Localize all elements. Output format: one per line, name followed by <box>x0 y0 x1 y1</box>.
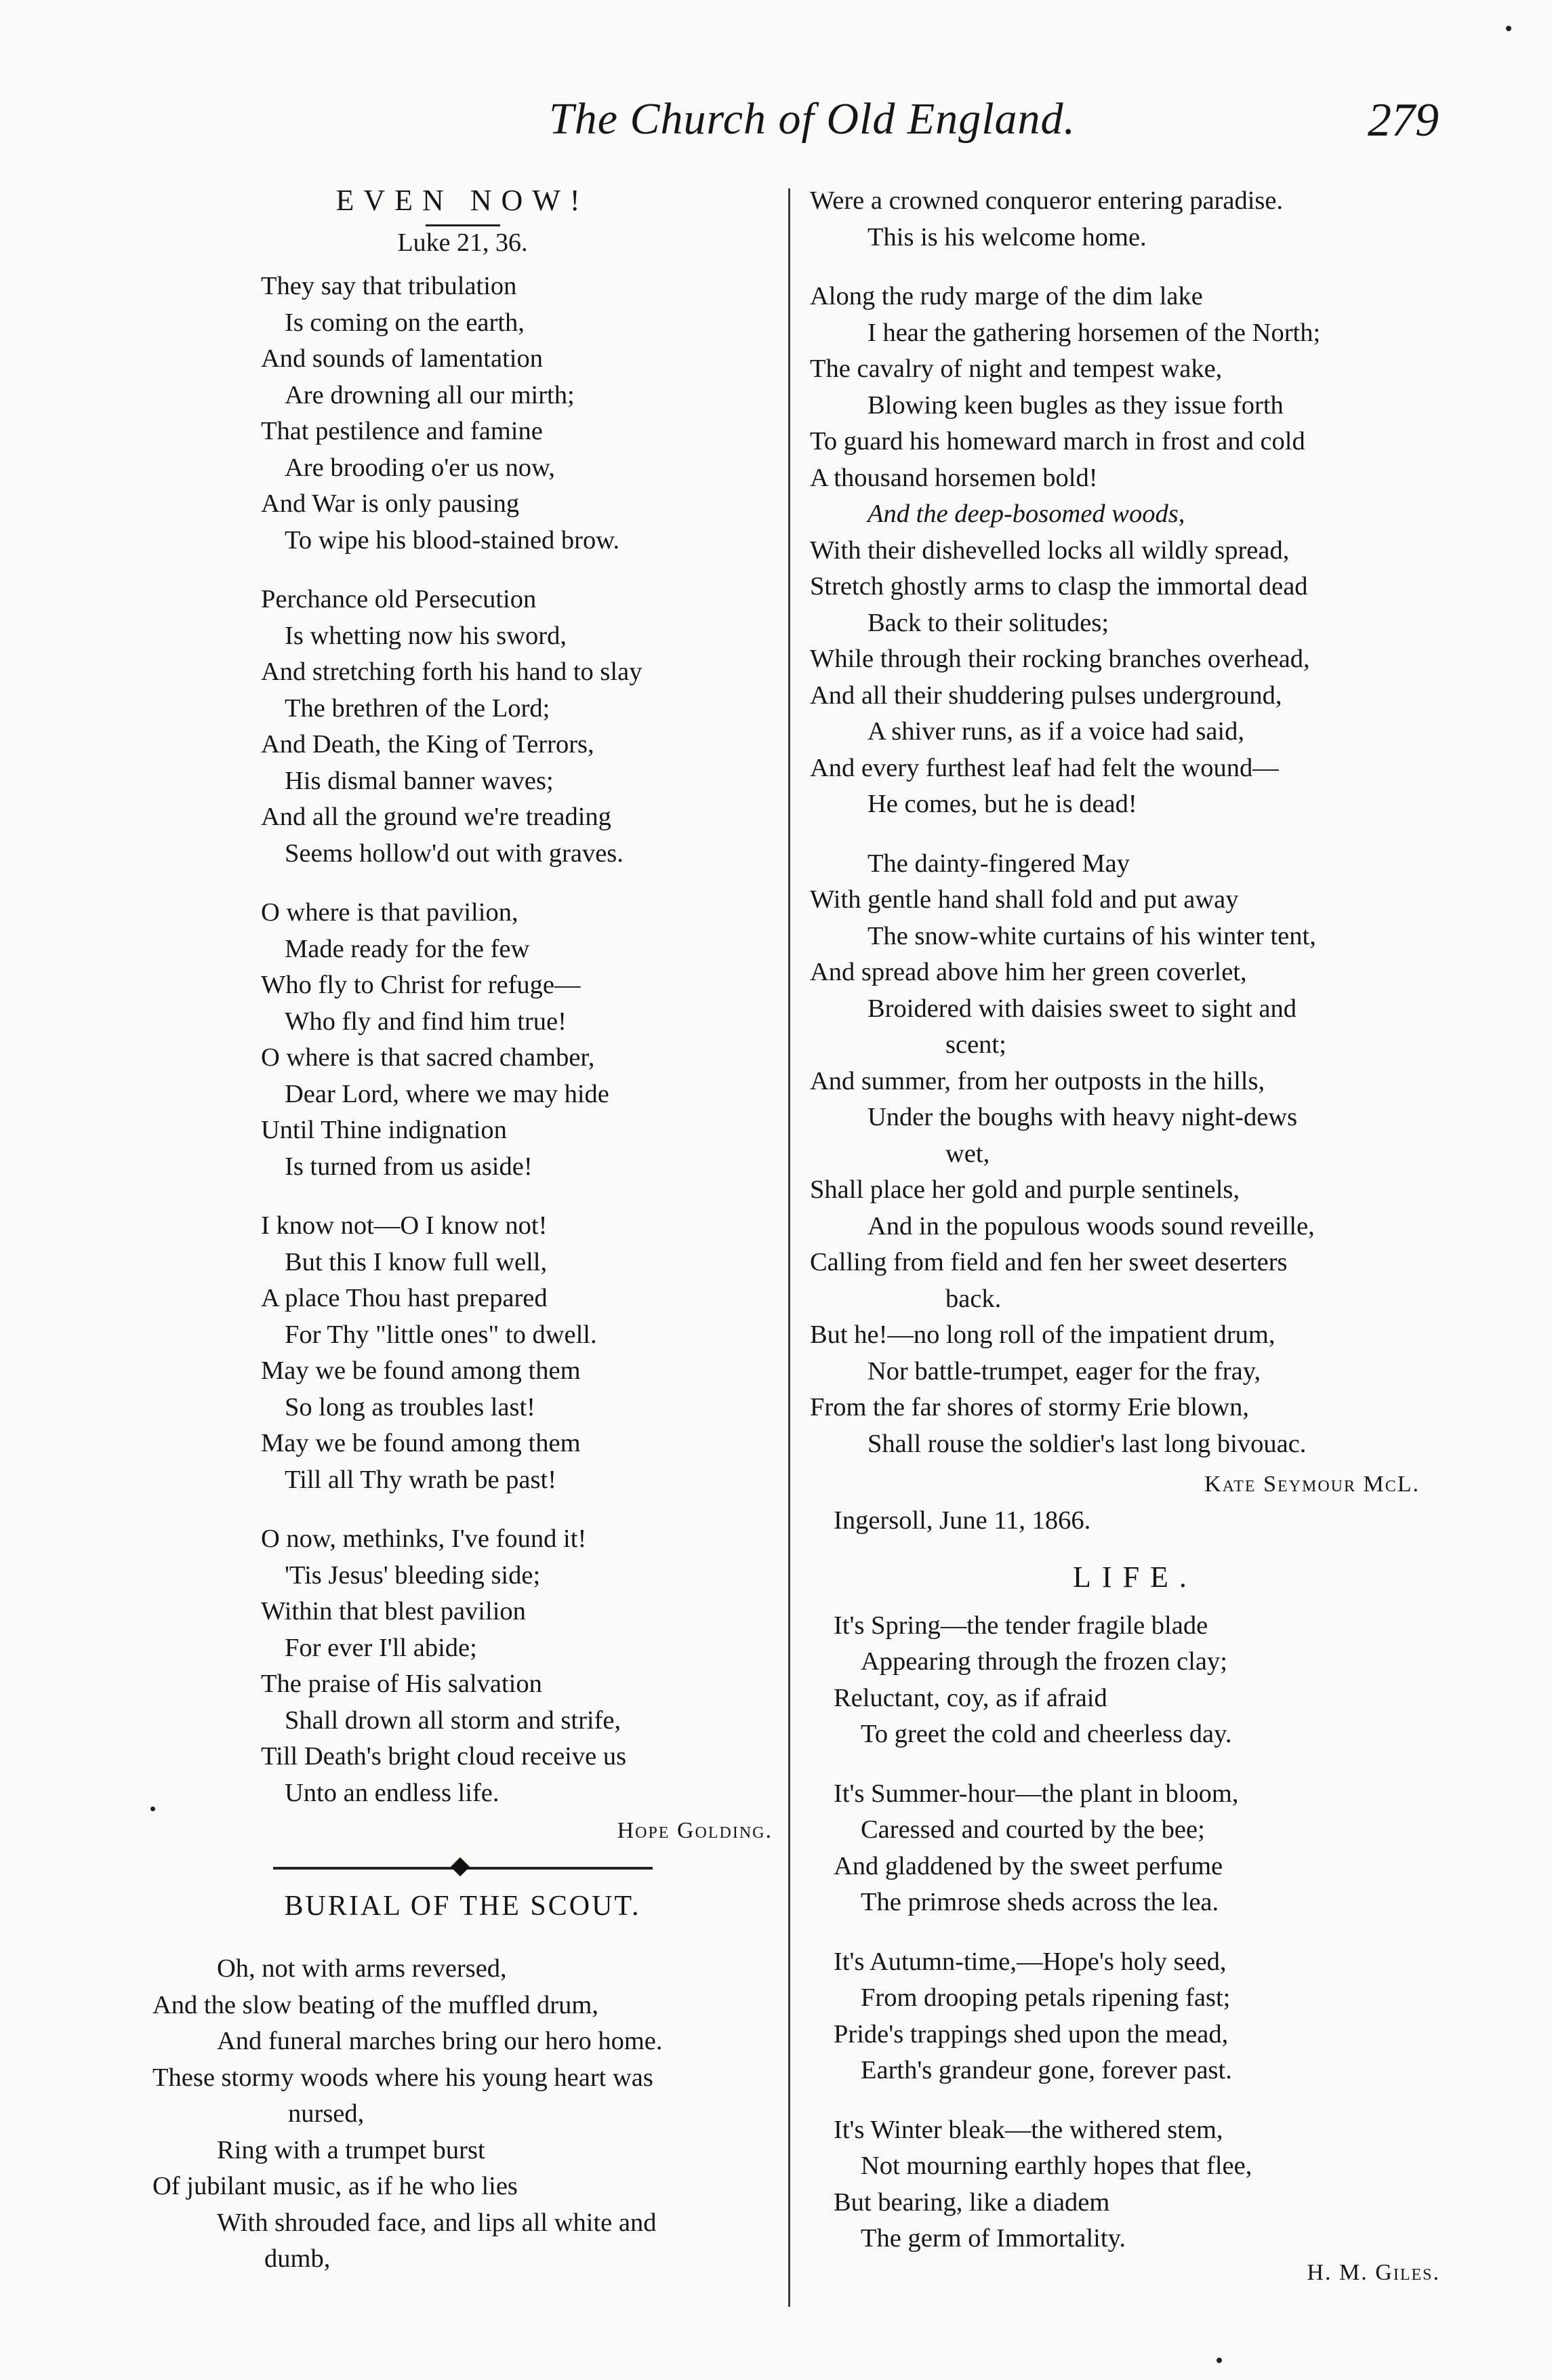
verse-line: Who fly to Christ for refuge— <box>261 971 581 999</box>
verse-line: I know not—O I know not! <box>261 1211 548 1240</box>
verse-line: While through their rocking branches overhead, <box>810 645 1310 673</box>
verse-line: Of jubilant music, as if he who lies <box>152 2172 518 2200</box>
verse-line: To wipe his blood-stained brow. <box>285 525 620 554</box>
verse-line: With shrouded face, and lips all white and <box>217 2208 657 2237</box>
verse-line: But he!—no long roll of the impatient drum, <box>810 1320 1275 1349</box>
verse-line: The primrose sheds across the lea. <box>861 1888 1219 1916</box>
dateline: Ingersoll, June 11, 1866. <box>834 1506 1091 1535</box>
verse-line: Unto an endless life. <box>285 1778 499 1807</box>
print-speck <box>1506 26 1511 31</box>
even-now-stanza-4 <box>152 1208 773 1498</box>
left-column <box>152 183 773 2301</box>
diamond-ornament-icon <box>450 1857 469 1876</box>
verse-line: And the deep-bosomed woods, <box>867 500 1185 528</box>
verse-line: Broidered with daisies sweet to sight and <box>867 994 1296 1023</box>
verse-line: The praise of His salvation <box>261 1670 542 1698</box>
even-now-stanza-2 <box>152 582 773 872</box>
verse-line: For Thy "little ones" to dwell. <box>285 1320 597 1349</box>
verse-line: That pestilence and famine <box>261 417 543 445</box>
verse-line: O where is that sacred chamber, <box>261 1043 595 1072</box>
verse-line: Within that blest pavilion <box>261 1597 526 1626</box>
verse-line: nursed, <box>288 2099 365 2128</box>
poem-title-burial-of-the-scout: BURIAL OF THE SCOUT. <box>284 1891 641 1922</box>
verse-line: And summer, from her outposts in the hills, <box>810 1066 1265 1095</box>
verse-line: Stretch ghostly arms to clasp the immortal dead <box>810 572 1308 601</box>
burial-stanza-2 <box>810 279 1461 823</box>
verse-line: Under the boughs with heavy night-dews <box>867 1103 1298 1131</box>
verse-line: But this I know full well, <box>285 1247 548 1276</box>
verse-line: It's Autumn-time,—Hope's holy seed, <box>834 1947 1227 1976</box>
verse-line: A thousand horsemen bold! <box>810 463 1098 492</box>
verse-line: And the slow beating of the muffled drum, <box>152 1990 598 2019</box>
even-now-stanza-1 <box>152 268 773 559</box>
author-signature-golding: Hope Golding. <box>617 1818 773 1843</box>
verse-line: From the far shores of stormy Erie blown, <box>810 1393 1249 1421</box>
life-stanza-2 <box>810 1776 1461 1921</box>
verse-line: And sounds of lamentation <box>261 344 543 373</box>
verse-line: Dear Lord, where we may hide <box>285 1079 609 1108</box>
verse-line: Made ready for the few <box>285 934 530 963</box>
verse-line: But bearing, like a diadem <box>834 2187 1110 2217</box>
verse-line: The dainty-fingered May <box>867 849 1130 878</box>
verse-line: And all their shuddering pulses underground, <box>810 681 1282 710</box>
verse-line: Not mourning earthly hopes that flee, <box>861 2152 1252 2180</box>
verse-line: And every furthest leaf had felt the wound— <box>810 753 1279 782</box>
right-column <box>810 183 1461 2291</box>
verse-line: Is whetting now his sword, <box>285 621 567 650</box>
verse-line: Is turned from us aside! <box>285 1152 533 1181</box>
title-rule <box>426 224 500 226</box>
verse-line: It's Winter bleak—the withered stem, <box>834 2115 1223 2144</box>
verse-line: scent; <box>945 1030 1006 1059</box>
verse-line: O now, methinks, I've found it! <box>261 1525 587 1553</box>
verse-line: Were a crowned conqueror entering paradise. <box>810 186 1284 215</box>
verse-line: O where is that pavilion, <box>261 898 518 927</box>
verse-line: The snow-white curtains of his winter tent, <box>867 921 1316 950</box>
poem-title-even-now: EVEN NOW! <box>335 184 590 217</box>
running-title: The Church of Old England. <box>549 94 1076 144</box>
verse-line: Perchance old Persecution <box>261 585 537 613</box>
verse-line: Blowing keen bugles as they issue forth <box>867 390 1284 420</box>
author-signature-giles: H. M. Giles. <box>1307 2259 1440 2285</box>
verse-line: May we be found among them <box>261 1356 581 1385</box>
verse-line: For ever I'll abide; <box>285 1633 477 1662</box>
verse-line: Seems hollow'd out with graves. <box>285 839 624 868</box>
verse-line: So long as troubles last! <box>285 1392 535 1421</box>
life-stanza-3 <box>810 1944 1461 2089</box>
verse-line: back. <box>945 1284 1002 1313</box>
verse-line: The cavalry of night and tempest wake, <box>810 355 1223 383</box>
verse-line: And funeral marches bring our hero home. <box>217 2027 663 2055</box>
verse-line: The germ of Immortality. <box>861 2224 1126 2253</box>
life-stanza-4 <box>810 2112 1461 2257</box>
verse-line: Who fly and find him true! <box>285 1007 567 1036</box>
verse-line: Nor battle-trumpet, eager for the fray, <box>867 1356 1261 1386</box>
verse-line: Ring with a trumpet burst <box>217 2135 485 2164</box>
verse-line: The brethren of the Lord; <box>285 693 550 723</box>
verse-line: 'Tis Jesus' bleeding side; <box>285 1560 541 1590</box>
verse-line: From drooping petals ripening fast; <box>861 1983 1231 2012</box>
verse-line: Are drowning all our mirth; <box>285 380 575 409</box>
verse-line: Till Death's bright cloud receive us <box>261 1742 627 1771</box>
verse-line: Pride's trappings shed upon the mead, <box>834 2019 1229 2049</box>
verse-line: This is his welcome home. <box>867 222 1147 251</box>
even-now-stanza-5 <box>152 1521 773 1811</box>
verse-line: Caressed and courted by the bee; <box>861 1815 1205 1844</box>
verse-line: And all the ground we're treading <box>261 803 611 831</box>
scripture-reference: Luke 21, 36. <box>397 228 528 257</box>
verse-line: wet, <box>945 1139 990 1168</box>
verse-line: Shall rouse the soldier's last long bivouac. <box>867 1429 1307 1458</box>
even-now-stanza-3 <box>152 895 773 1185</box>
burial-stanza-continued <box>810 183 1461 256</box>
running-head <box>0 94 1552 155</box>
verse-line: And gladdened by the sweet perfume <box>834 1851 1223 1880</box>
verse-line: dumb, <box>264 2244 331 2273</box>
verse-line: It's Summer-hour—the plant in bloom, <box>834 1779 1239 1808</box>
verse-line: Appearing through the frozen clay; <box>861 1647 1227 1676</box>
poem-title-life: LIFE. <box>1073 1560 1198 1594</box>
verse-line: Until Thine indignation <box>261 1116 507 1144</box>
verse-line: I hear the gathering horsemen of the North; <box>867 318 1321 347</box>
verse-line: Shall drown all storm and strife, <box>285 1706 621 1735</box>
verse-line: Calling from field and fen her sweet deserters <box>810 1248 1288 1276</box>
verse-line: Earth's grandeur gone, forever past. <box>861 2056 1232 2084</box>
verse-line: His dismal banner waves; <box>285 766 554 795</box>
verse-line: A place Thou hast prepared <box>261 1284 548 1312</box>
verse-line: To guard his homeward march in frost and cold <box>810 427 1305 456</box>
verse-line: Is coming on the earth, <box>285 308 525 337</box>
verse-line: Along the rudy marge of the dim lake <box>810 282 1203 310</box>
page-number: 279 <box>1368 94 1439 146</box>
verse-line: Till all Thy wrath be past! <box>285 1465 557 1494</box>
verse-line: And stretching forth his hand to slay <box>261 658 642 686</box>
verse-line: Back to their solitudes; <box>867 608 1109 637</box>
verse-line: With gentle hand shall fold and put away <box>810 885 1239 914</box>
column-divider <box>788 188 790 2307</box>
verse-line: Oh, not with arms reversed, <box>217 1954 507 1983</box>
burial-opening <box>152 1951 773 2278</box>
burial-stanza-3 <box>810 846 1461 1463</box>
verse-line: It's Spring—the tender fragile blade <box>834 1611 1208 1640</box>
verse-line: And spread above him her green coverlet, <box>810 958 1247 986</box>
verse-line: To greet the cold and cheerless day. <box>861 1720 1232 1748</box>
print-speck <box>1217 2358 1222 2363</box>
author-signature-mcl: Kate Seymour McL. <box>1204 1472 1420 1497</box>
ornament-divider <box>273 1860 653 1876</box>
verse-line: They say that tribulation <box>261 272 517 300</box>
life-stanza-1 <box>810 1608 1461 1753</box>
verse-line: Are brooding o'er us now, <box>285 453 555 482</box>
verse-line: And War is only pausing <box>261 489 520 518</box>
verse-line: These stormy woods where his young heart was <box>152 2063 653 2092</box>
verse-line: A shiver runs, as if a voice had said, <box>867 717 1244 746</box>
print-speck <box>150 1807 155 1811</box>
verse-line: Reluctant, coy, as if afraid <box>834 1683 1107 1712</box>
verse-line: He comes, but he is dead! <box>867 790 1137 818</box>
verse-line: And in the populous woods sound reveille, <box>867 1211 1315 1241</box>
verse-line: Shall place her gold and purple sentinels, <box>810 1175 1240 1204</box>
verse-line: May we be found among them <box>261 1429 581 1457</box>
verse-line: And Death, the King of Terrors, <box>261 730 594 759</box>
verse-line: With their dishevelled locks all wildly spread, <box>810 536 1290 565</box>
